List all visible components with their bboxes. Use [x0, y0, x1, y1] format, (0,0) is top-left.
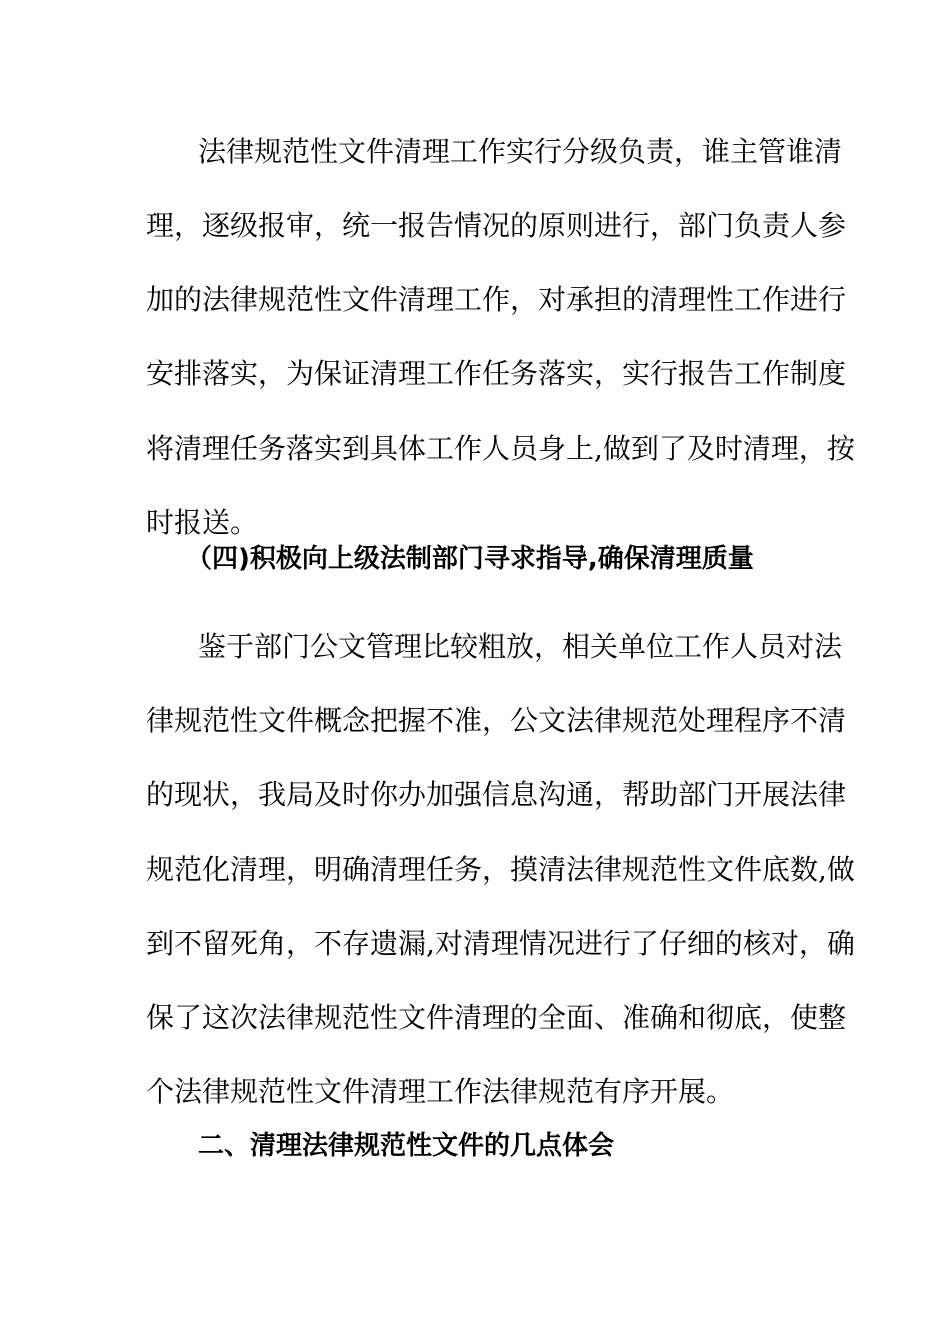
section-heading-4: （四)积极向上级法制部门寻求指导,确保清理质量 — [186, 544, 754, 574]
paragraph-1-line-1: 法律规范性文件清理工作实行分级负责，谁主管谁清 — [198, 135, 843, 168]
paragraph-2-line-6: 保了这次法律规范性文件清理的全面、准确和彻底，使整 — [146, 1001, 847, 1034]
paragraph-1-line-6: 时报送。 — [146, 506, 259, 539]
paragraph-2-line-2: 律规范性文件概念把握不准，公文法律规范处理程序不清 — [146, 704, 847, 737]
paragraph-2-line-3: 的现状，我局及时你办加强信息沟通，帮助部门开展法律 — [146, 778, 847, 811]
paragraph-2-line-1: 鉴于部门公文管理比较粗放，相关单位工作人员对法 — [198, 630, 843, 663]
paragraph-2-line-5: 到不留死角，不存遗漏,对清理情况进行了仔细的核对，确 — [146, 927, 855, 960]
paragraph-1-line-3: 加的法律规范性文件清理工作，对承担的清理性工作进行 — [146, 283, 847, 316]
paragraph-2-line-4: 规范化清理，明确清理任务，摸清法律规范性文件底数,做 — [146, 853, 855, 886]
paragraph-2-line-7: 个法律规范性文件清理工作法律规范有序开展。 — [146, 1075, 735, 1108]
paragraph-1-line-2: 理，逐级报审，统一报告情况的原则进行，部门负责人参 — [146, 209, 847, 242]
paragraph-1-line-5: 将清理任务落实到具体工作人员身上,做到了及时清理，按 — [146, 432, 855, 465]
section-heading-2: 二、清理法律规范性文件的几点体会 — [198, 1131, 615, 1161]
paragraph-1-line-4: 安排落实，为保证清理工作任务落实，实行报告工作制度 — [146, 357, 847, 390]
